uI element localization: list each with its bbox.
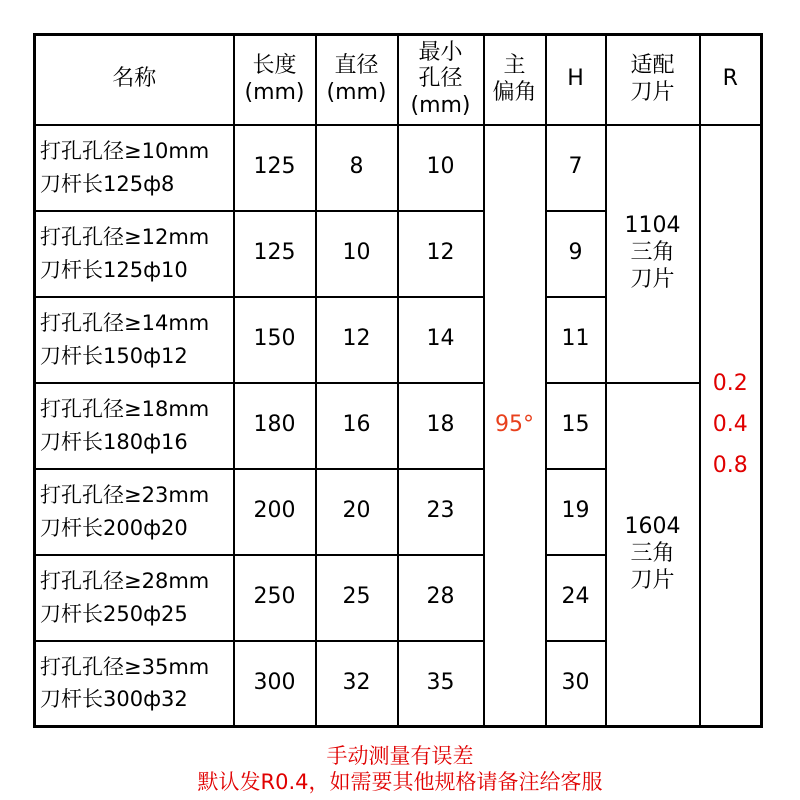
row-h: 11	[546, 297, 606, 383]
header-blade: 适配 刀片	[606, 35, 700, 125]
row-name: 打孔孔径≥18mm 刀杆长180ф16	[35, 383, 234, 469]
row-name: 打孔孔径≥14mm 刀杆长150ф12	[35, 297, 234, 383]
row-h: 7	[546, 125, 606, 211]
row-name: 打孔孔径≥12mm 刀杆长125ф10	[35, 211, 234, 297]
spec-table	[33, 33, 763, 728]
blade-group-1604: 1604 三角 刀片	[606, 383, 700, 727]
row-length: 125	[234, 211, 316, 297]
row-min-hole: 18	[398, 383, 484, 469]
row-diameter: 20	[316, 469, 398, 555]
row-min-hole: 23	[398, 469, 484, 555]
row-diameter: 32	[316, 641, 398, 727]
header-min-hole: 最小 孔径 (mm)	[398, 35, 484, 125]
row-diameter: 12	[316, 297, 398, 383]
row-h: 9	[546, 211, 606, 297]
row-length: 300	[234, 641, 316, 727]
table-row	[35, 125, 762, 211]
row-diameter: 25	[316, 555, 398, 641]
row-min-hole: 28	[398, 555, 484, 641]
row-name: 打孔孔径≥28mm 刀杆长250ф25	[35, 555, 234, 641]
row-length: 180	[234, 383, 316, 469]
note-default-spec: 默认发R0.4，如需要其他规格请备注给客服	[197, 770, 603, 794]
row-name: 打孔孔径≥35mm 刀杆长300ф32	[35, 641, 234, 727]
row-h: 24	[546, 555, 606, 641]
header-h: H	[546, 35, 606, 125]
header-r: R	[700, 35, 762, 125]
header-name: 名称	[35, 35, 234, 125]
row-length: 200	[234, 469, 316, 555]
row-name: 打孔孔径≥23mm 刀杆长200ф20	[35, 469, 234, 555]
row-min-hole: 14	[398, 297, 484, 383]
row-h: 30	[546, 641, 606, 727]
row-name: 打孔孔径≥10mm 刀杆长125ф8	[35, 125, 234, 211]
r-values: 0.2 0.4 0.8	[700, 125, 762, 727]
header-length: 长度 (mm)	[234, 35, 316, 125]
table-row	[35, 383, 762, 469]
header-diameter: 直径 (mm)	[316, 35, 398, 125]
header-main-angle: 主 偏角	[484, 35, 546, 125]
blade-group-1104: 1104 三角 刀片	[606, 125, 700, 383]
row-h: 19	[546, 469, 606, 555]
row-length: 125	[234, 125, 316, 211]
row-min-hole: 35	[398, 641, 484, 727]
row-length: 150	[234, 297, 316, 383]
row-min-hole: 10	[398, 125, 484, 211]
note-measurement-error: 手动测量有误差	[326, 744, 474, 768]
row-diameter: 16	[316, 383, 398, 469]
row-min-hole: 12	[398, 211, 484, 297]
main-angle-value: 95°	[484, 125, 546, 727]
row-diameter: 8	[316, 125, 398, 211]
row-h: 15	[546, 383, 606, 469]
header-row	[35, 35, 762, 125]
row-length: 250	[234, 555, 316, 641]
row-diameter: 10	[316, 211, 398, 297]
